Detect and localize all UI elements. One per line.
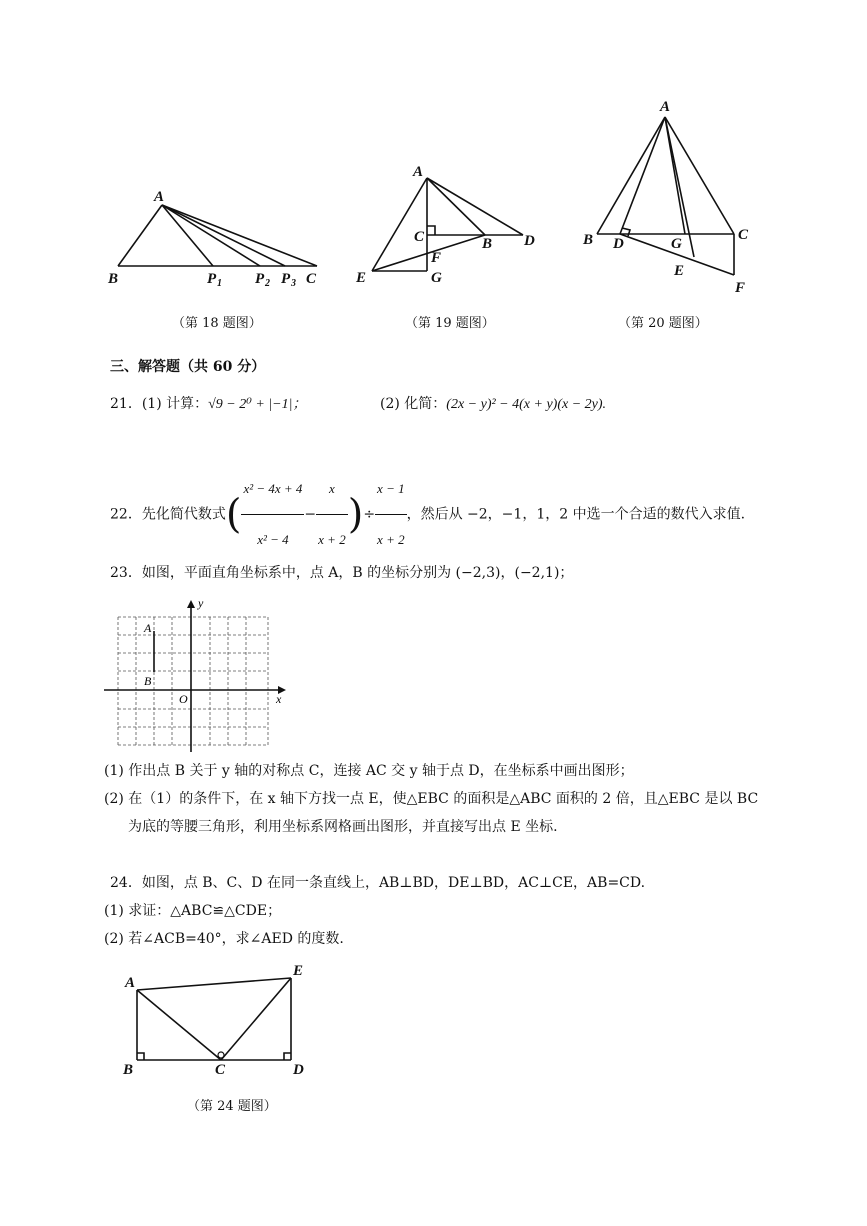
q24-part2: (2) 若∠ACB=40°，求∠AED 的度数. — [104, 931, 344, 947]
fig19-label-G: G — [431, 270, 442, 286]
q22-frac1-den: x² − 4 — [257, 532, 289, 547]
q23-intro: 23．如图，平面直角坐标系中，点 A，B 的坐标分别为 (−2,3)，(−2,1)； — [110, 565, 574, 581]
q21-part2-expr: (2x − y)² − 4(x + y)(x − 2y). — [446, 397, 607, 412]
q22-frac3-den: x + 2 — [377, 532, 405, 547]
q24-part1: (1) 求证：△ABC≌△CDE； — [104, 903, 282, 919]
fig18-label-P2-sub: 2 — [265, 278, 270, 289]
q22-suffix: ，然后从 −2，−1，1，2 中选一个合适的数代入求值. — [406, 506, 746, 523]
q22 — [110, 464, 745, 565]
fig19-caption: （第 19 题图） — [405, 316, 495, 331]
q22-prefix: 先化简代数式 — [141, 506, 226, 523]
fig19-label-F: F — [431, 250, 442, 266]
q22-frac1-num: x² − 4x + 4 — [241, 464, 304, 515]
q22-frac2-den: x + 2 — [318, 532, 346, 547]
fig18-label-P3: P — [281, 271, 291, 287]
fig23-label-O: O — [179, 692, 188, 706]
q24-intro: 24．如图，点 B、C、D 在同一条直线上，AB⊥BD，DE⊥BD，AC⊥CE，AB=CD. — [110, 875, 646, 891]
q22-frac3-num: x − 1 — [375, 464, 407, 515]
q22-frac2 — [316, 464, 348, 565]
q22-frac1 — [241, 464, 304, 565]
fig18-label-C: C — [306, 271, 317, 287]
fig18-label-A: A — [154, 189, 165, 205]
fig20-label-D: D — [613, 236, 624, 252]
fig24-label-E: E — [293, 963, 304, 979]
fig20-label-F: F — [735, 280, 746, 296]
q22-divide: ÷ — [363, 506, 376, 523]
fig24-label-D: D — [293, 1062, 304, 1078]
q22-minus: − — [304, 506, 317, 523]
q23-part2-line1: (2) 在（1）的条件下，在 x 轴下方找一点 E，使△EBC 的面积是△ABC 面积的 2 倍，且△EBC 是以 BC — [104, 791, 759, 807]
figure-23-coordinate-grid — [100, 597, 300, 755]
figure-18 — [100, 185, 340, 295]
fig20-label-E: E — [674, 263, 685, 279]
q22-number: 22． — [110, 506, 142, 523]
fig24-label-B: B — [123, 1062, 134, 1078]
q21-part2-prefix: (2) 化简： — [380, 396, 447, 412]
fig23-label-A: A — [144, 621, 152, 635]
fig19-label-D: D — [524, 233, 535, 249]
q22-left-paren: ( — [225, 491, 242, 538]
fig19-label-C: C — [414, 229, 425, 245]
fig20-label-A: A — [660, 99, 671, 115]
fig20-label-B: B — [583, 232, 594, 248]
fig19-label-B: B — [482, 236, 493, 252]
figure-20 — [575, 95, 775, 300]
fig20-label-C: C — [738, 227, 749, 243]
fig23-label-x: x — [276, 692, 282, 706]
fig18-label-P1: P — [207, 271, 217, 287]
fig20-label-G: G — [671, 236, 682, 252]
q21 — [110, 394, 306, 415]
fig24-label-A: A — [125, 975, 136, 991]
figure-19 — [350, 160, 550, 290]
q21-number: 21． — [110, 396, 142, 412]
fig18-label-P1-sub: 1 — [217, 278, 222, 289]
fig23-label-B: B — [144, 674, 152, 688]
fig18-label-P2: P — [255, 271, 265, 287]
q21-part1-prefix: (1) 计算： — [141, 396, 209, 412]
fig19-label-E: E — [356, 270, 367, 286]
fig18-label-P3-sub: 3 — [291, 278, 296, 289]
q22-frac3 — [375, 464, 407, 565]
q21-part1-expr: √9 − 2⁰ + |−1|； — [208, 397, 307, 412]
fig24-label-C: C — [215, 1062, 226, 1078]
q22-right-paren: ) — [347, 491, 364, 538]
fig19-label-A: A — [413, 164, 424, 180]
fig18-label-B: B — [108, 271, 119, 287]
q22-frac2-num: x — [316, 464, 348, 515]
q23-part1: (1) 作出点 B 关于 y 轴的对称点 C，连接 AC 交 y 轴于点 D，在坐标系中画出图形； — [104, 763, 634, 779]
fig23-label-y: y — [198, 596, 204, 610]
q23-part2-line2: 为底的等腰三角形，利用坐标系网格画出图形，并直接写出点 E 坐标. — [128, 819, 558, 835]
figure-24 — [115, 960, 325, 1085]
fig20-caption: （第 20 题图） — [618, 316, 708, 331]
q21-part2 — [380, 394, 606, 415]
section-title: 三、解答题（共 60 分） — [110, 359, 266, 375]
fig18-caption: （第 18 题图） — [172, 316, 262, 331]
fig24-caption: （第 24 题图） — [187, 1099, 277, 1114]
